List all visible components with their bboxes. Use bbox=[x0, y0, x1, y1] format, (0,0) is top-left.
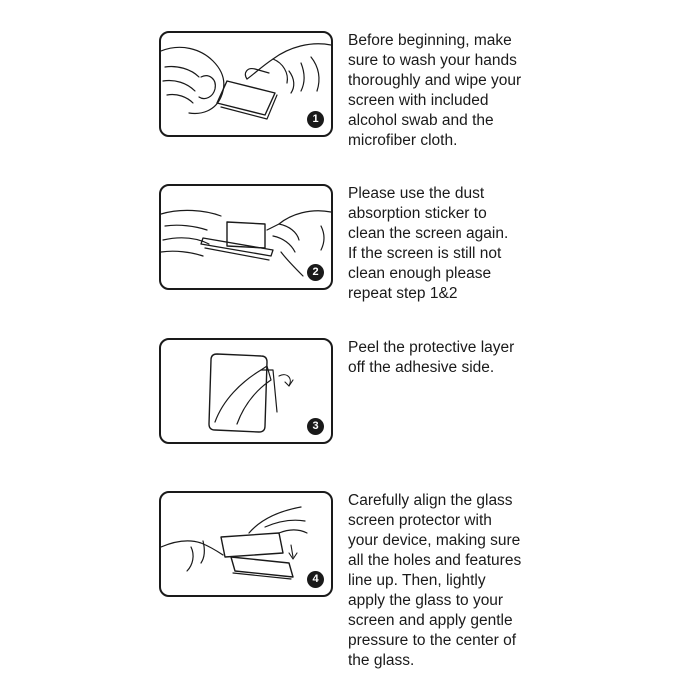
step-number-badge: 4 bbox=[307, 571, 324, 588]
dust-sticker-illustration bbox=[161, 186, 331, 288]
wash-hands-wipe-screen-illustration bbox=[161, 33, 331, 135]
step-3-illustration-panel bbox=[159, 338, 333, 444]
step-4-instructions: Carefully align the glass screen protector with your device, making sure all the holes and features line up. Then, lightly apply the glass to your screen and apply gentle pressure to the center of the glass. bbox=[348, 492, 522, 669]
peel-protective-layer-illustration bbox=[161, 340, 331, 442]
align-glass-protector-illustration bbox=[161, 493, 331, 595]
step-3-instructions: Peel the protective layer off the adhesive side. bbox=[348, 339, 515, 376]
step-4-illustration-panel bbox=[159, 491, 333, 597]
step-1-instructions: Before beginning, make sure to wash your hands thoroughly and wipe your screen with included alcohol swab and the microfiber cloth. bbox=[348, 32, 522, 149]
step-number-badge: 2 bbox=[307, 264, 324, 281]
step-2-illustration-panel bbox=[159, 184, 333, 290]
step-2-instructions: Please use the dust absorption sticker to clean the screen again. If the screen is still not clean enough please repeat step 1&2 bbox=[348, 185, 509, 302]
step-number-badge: 1 bbox=[307, 111, 324, 128]
step-1-illustration-panel bbox=[159, 31, 333, 137]
step-number-badge: 3 bbox=[307, 418, 324, 435]
